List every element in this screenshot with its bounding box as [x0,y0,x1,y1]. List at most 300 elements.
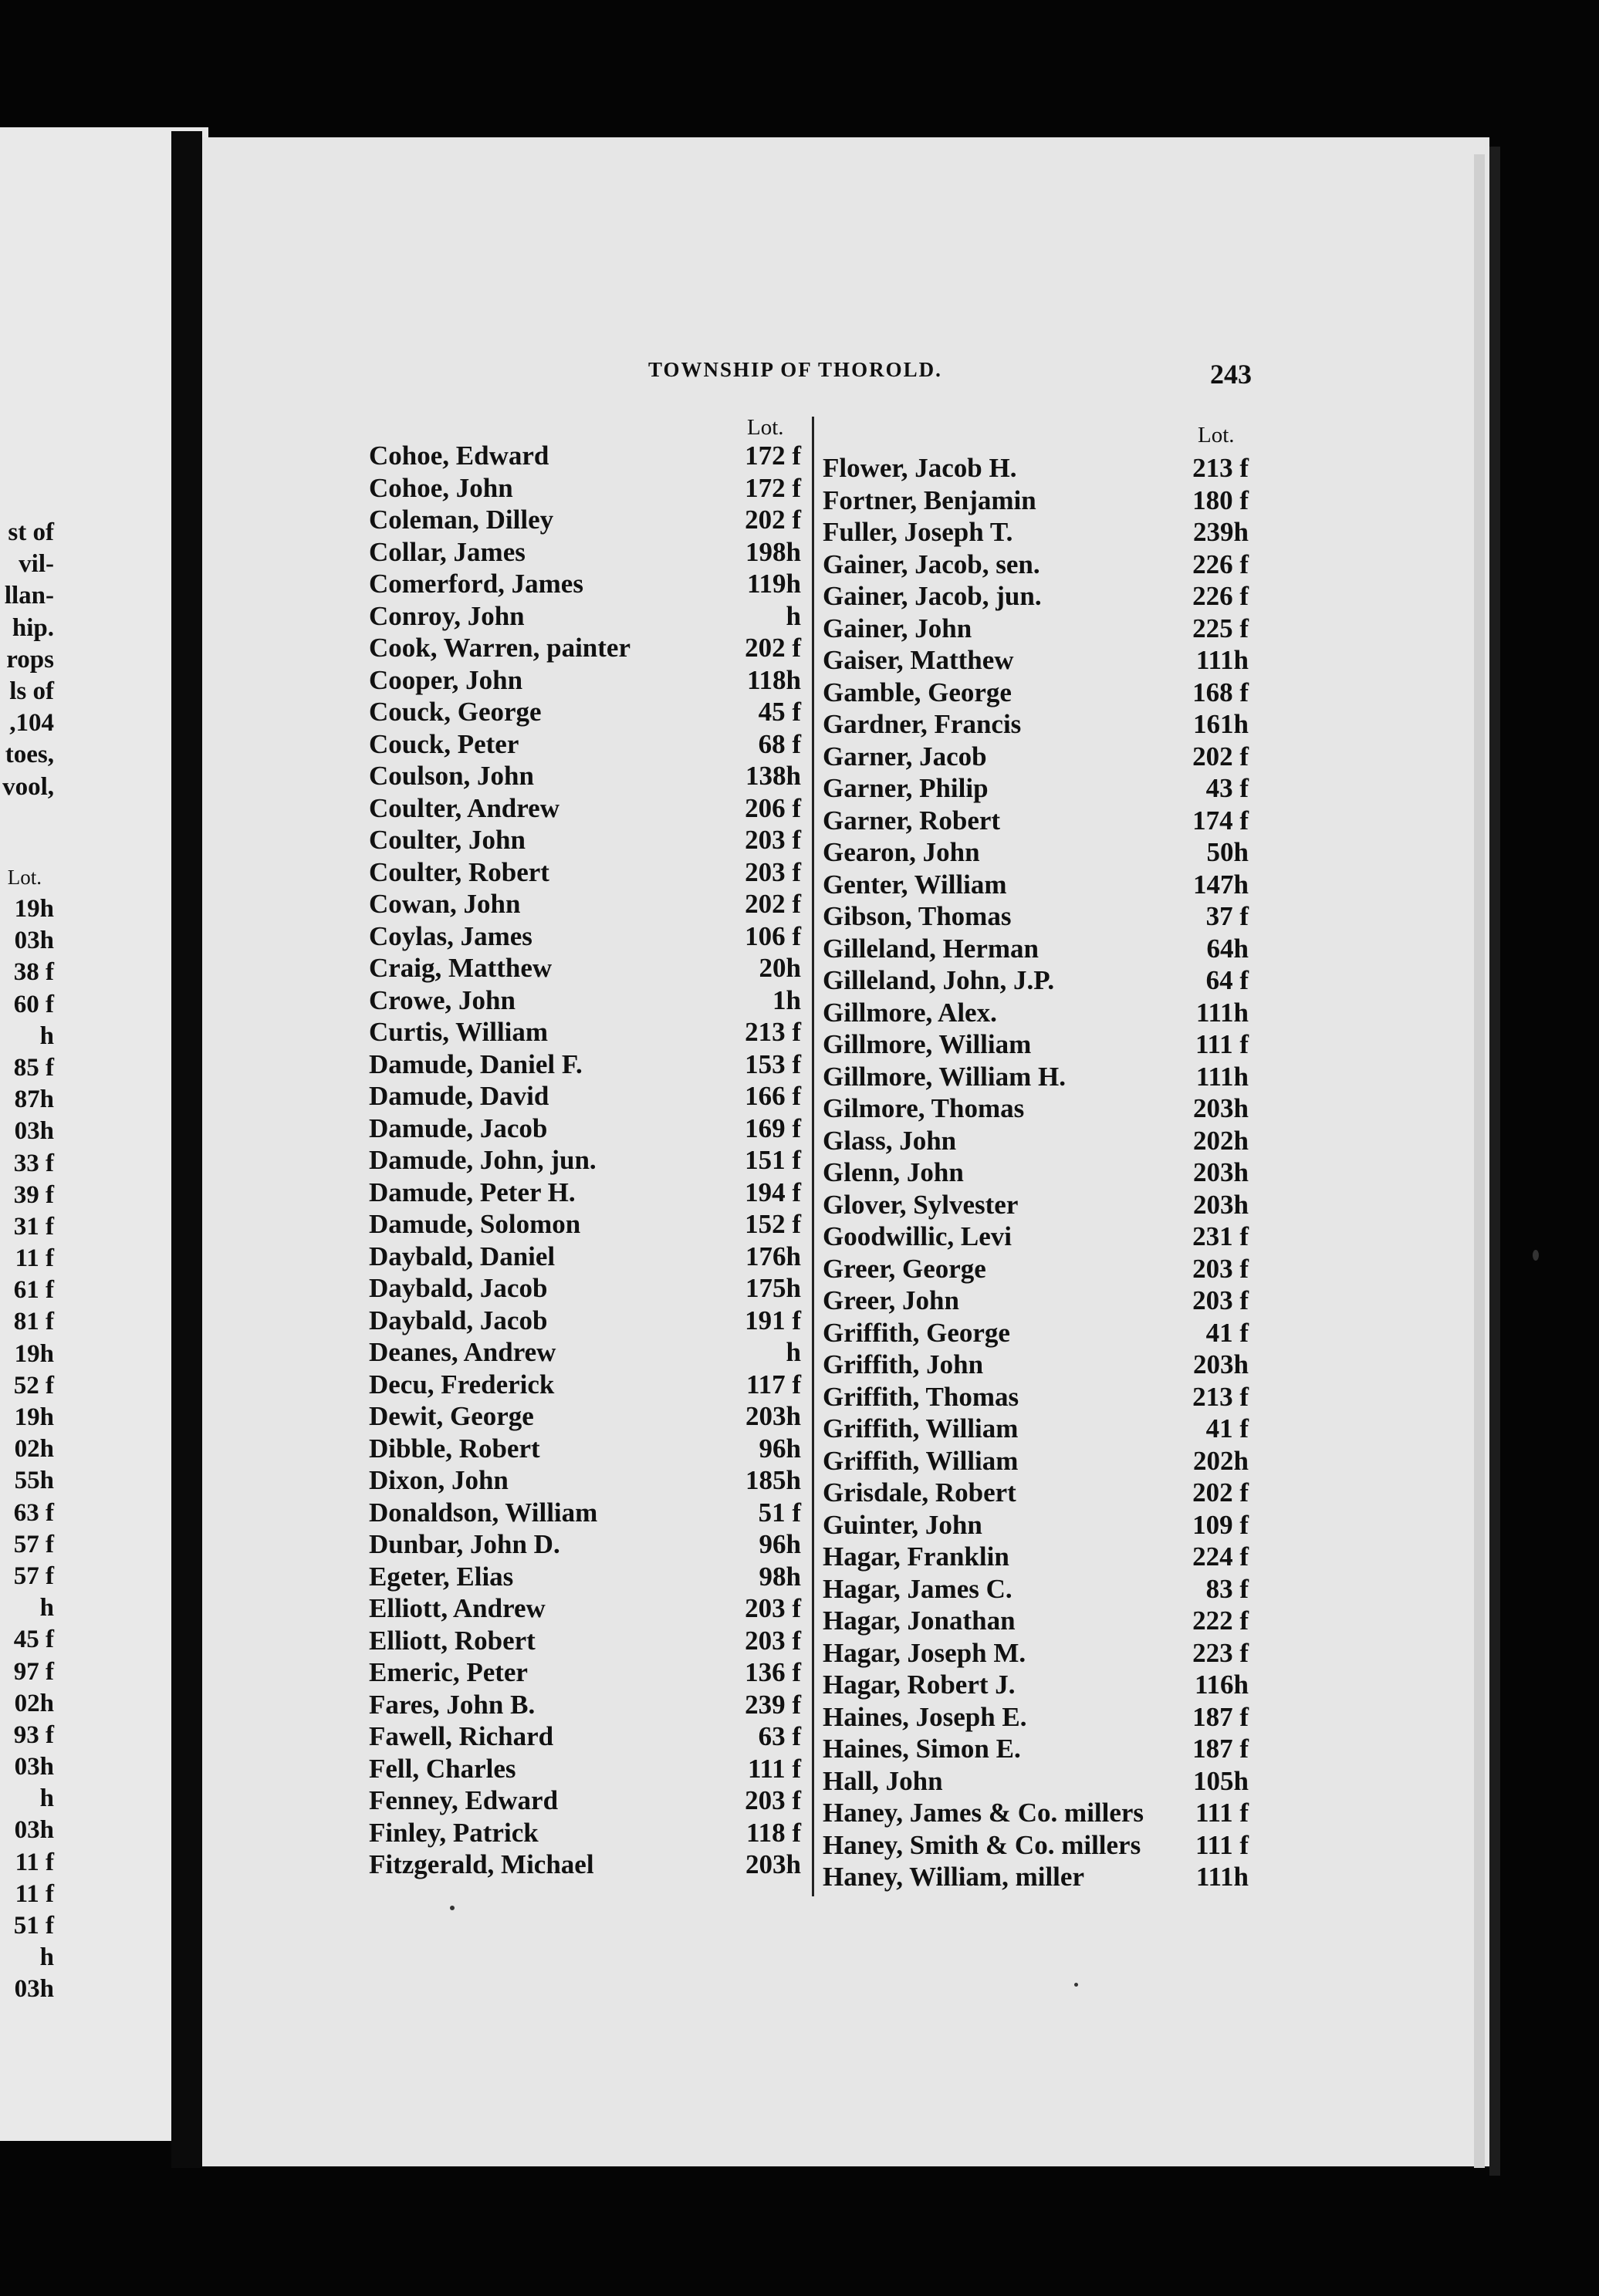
page-edge-light [1474,154,1485,2168]
list-item [369,1080,801,1113]
list-item [823,677,1249,709]
resident-name: Gibson, Thomas [823,901,1012,931]
list-item [823,900,1249,933]
resident-name: Gilleland, Herman [823,933,1039,964]
lot-number: 111 f [1195,1029,1249,1059]
resident-name: Gilleland, John, J.P. [823,965,1055,995]
list-item [369,504,801,536]
lot-number: 203 f [745,825,801,855]
resident-name: Griffith, William [823,1413,1019,1443]
lot-number: 172 f [745,472,801,503]
previous-page-lot-fragments [0,893,54,2006]
resident-name: Fuller, Joseph T. [823,517,1013,547]
resident-name: Coulson, John [369,761,534,791]
lot-number: 172 f [745,441,801,471]
list-item [369,472,801,505]
lot-number: 50h [1206,837,1249,867]
list-item [823,1797,1249,1829]
resident-name: Deanes, Andrew [369,1337,556,1367]
list-item [823,1125,1249,1157]
resident-name: Grisdale, Robert [823,1477,1016,1508]
lot-number: 202 f [745,633,801,663]
list-item [369,440,801,472]
list-item [369,1720,801,1753]
lot-number: 213 f [1192,453,1249,483]
text-fragment: 02h [14,1435,54,1464]
list-item [369,1528,801,1561]
resident-name: Fitzgerald, Michael [369,1849,594,1879]
list-item [823,1061,1249,1093]
text-fragment: llan- [4,582,54,610]
lot-number: 111 f [1195,1798,1249,1828]
list-item [823,485,1249,517]
resident-name: Comerford, James [369,569,583,599]
column-divider [812,417,814,1896]
resident-name: Coulter, Robert [369,856,549,887]
lot-number: 96h [759,1529,801,1559]
list-item [823,1573,1249,1606]
print-speck [1533,1250,1539,1261]
resident-name: Hagar, Jonathan [823,1606,1016,1636]
resident-name: Haines, Simon E. [823,1734,1021,1764]
lot-number: 43 f [1205,773,1249,803]
resident-name: Greer, John [823,1285,959,1315]
list-item [823,1285,1249,1317]
lot-number: 194 f [745,1177,801,1207]
lot-number: 168 f [1192,677,1249,707]
list-item [823,1092,1249,1125]
list-item [369,1272,801,1305]
resident-name: Dewit, George [369,1401,534,1431]
list-item [369,760,801,792]
resident-name: Daybald, Daniel [369,1241,556,1271]
lot-number: 64 f [1205,965,1249,995]
list-item [823,1028,1249,1061]
list-item [823,1669,1249,1701]
resident-name: Griffith, George [823,1317,1010,1348]
list-item [369,1048,801,1081]
resident-name: Greer, George [823,1253,986,1284]
lot-number: 223 f [1192,1637,1249,1668]
resident-name: Haney, William, miller [823,1862,1084,1892]
lot-number: 231 f [1192,1221,1249,1251]
resident-name: Couck, George [369,697,542,727]
lot-number: 37 f [1205,901,1249,931]
list-item [369,1497,801,1529]
text-fragment: h [39,1594,54,1622]
resident-name: Gainer, Jacob, sen. [823,549,1040,579]
lot-number: 198h [745,536,801,567]
print-speck [450,1906,455,1910]
lot-number: 202 f [745,505,801,535]
text-fragment: 57 f [13,1562,54,1590]
resident-name: Cohoe, Edward [369,441,549,471]
list-item [823,741,1249,773]
list-item [369,1625,801,1657]
resident-name: Griffith, William [823,1445,1019,1476]
text-fragment: 97 f [13,1657,54,1686]
list-item [823,644,1249,677]
text-fragment: h [39,1784,54,1813]
list-item [823,1477,1249,1509]
resident-name: Glass, John [823,1125,957,1156]
resident-name: Griffith, John [823,1349,984,1379]
lot-number: 106 f [745,920,801,951]
lot-number: 239 f [745,1689,801,1720]
list-item [823,1317,1249,1349]
text-fragment: 31 f [13,1212,54,1241]
resident-name: Hagar, Robert J. [823,1670,1016,1700]
list-item [369,856,801,889]
lot-number: 213 f [745,1017,801,1047]
lot-number: 225 f [1192,613,1249,643]
list-item [369,1464,801,1497]
resident-name: Haney, James & Co. millers [823,1798,1144,1828]
right-column-list [823,452,1249,1893]
lot-number: 226 f [1192,549,1249,579]
lot-number: 206 f [745,792,801,823]
list-item [369,632,801,664]
right-lot-header: Lot. [1198,423,1235,447]
lot-number: 116h [1194,1670,1249,1700]
lot-number: 118 f [746,1817,801,1848]
list-item [823,1509,1249,1541]
lot-number: 224 f [1192,1541,1249,1572]
resident-name: Fares, John B. [369,1689,536,1720]
resident-name: Cook, Warren, painter [369,633,630,663]
lot-number: 83 f [1205,1573,1249,1604]
resident-name: Gillmore, Alex. [823,997,997,1028]
list-item [823,516,1249,549]
list-item [369,728,801,761]
list-item [823,772,1249,805]
list-item [369,1561,801,1593]
left-column-list [369,440,801,1881]
list-item [823,1189,1249,1221]
lot-number: 68 f [758,728,801,759]
text-fragment: 39 f [13,1180,54,1209]
resident-name: Egeter, Elias [369,1561,514,1592]
resident-name: Goodwillic, Levi [823,1221,1012,1251]
lot-number: 191 f [745,1305,801,1335]
lot-number: 187 f [1192,1734,1249,1764]
lot-number: 153 f [745,1048,801,1079]
list-item [823,549,1249,581]
list-item [369,664,801,697]
lot-number: 41 f [1205,1317,1249,1348]
list-item [369,1592,801,1625]
resident-name: Hagar, Joseph M. [823,1637,1026,1668]
resident-name: Gearon, John [823,837,980,867]
lot-number: 96h [759,1433,801,1464]
list-item [823,580,1249,613]
resident-name: Couck, Peter [369,728,519,759]
lot-number: 203 f [745,1625,801,1656]
list-item [369,984,801,1017]
text-fragment: 87h [14,1086,54,1114]
list-item [823,964,1249,997]
text-fragment: 19h [14,1339,54,1368]
list-item [823,1637,1249,1670]
resident-name: Damude, Peter H. [369,1177,576,1207]
resident-name: Fortner, Benjamin [823,485,1036,515]
resident-name: Emeric, Peter [369,1657,528,1687]
text-fragment: ls of [9,677,54,705]
list-item [369,1369,801,1401]
lot-number: 118h [746,664,801,695]
text-fragment: 02h [14,1689,54,1717]
resident-name: Craig, Matthew [369,953,553,983]
lot-number: 111 f [747,1753,801,1784]
resident-name: Damude, Solomon [369,1209,581,1239]
list-item [369,1208,801,1241]
list-item [369,1689,801,1721]
resident-name: Gainer, John [823,613,972,643]
text-fragment: 03h [14,1753,54,1781]
resident-name: Glenn, John [823,1157,964,1187]
resident-name: Fawell, Richard [369,1721,554,1751]
lot-number: 138h [745,761,801,791]
text-fragment: 63 f [13,1498,54,1527]
list-item [823,1541,1249,1573]
resident-name: Cohoe, John [369,472,513,503]
text-fragment: 03h [14,1816,54,1845]
resident-name: Gardner, Francis [823,709,1022,739]
resident-name: Daybald, Jacob [369,1305,548,1335]
lot-number: 213 f [1192,1381,1249,1412]
lot-number: 45 f [758,697,801,727]
list-item [823,1861,1249,1893]
list-item [823,805,1249,837]
list-item [369,824,801,856]
resident-name: Garner, Jacob [823,741,987,772]
list-item [823,1829,1249,1862]
lot-number: 166 f [745,1081,801,1111]
resident-name: Crowe, John [369,984,516,1015]
text-fragment: 51 f [13,1912,54,1940]
list-item [369,536,801,569]
text-fragment: 38 f [13,958,54,987]
text-fragment: 57 f [13,1530,54,1558]
lot-number: 202h [1193,1445,1249,1476]
lot-number: 169 f [745,1113,801,1143]
text-fragment: st of [8,518,54,546]
list-item [369,792,801,825]
list-item [369,1336,801,1369]
list-item [823,452,1249,485]
resident-name: Finley, Patrick [369,1817,539,1848]
lot-number: 63 f [758,1721,801,1751]
previous-page-lot-header: Lot. [7,866,42,889]
list-item [369,600,801,633]
resident-name: Coulter, Andrew [369,792,559,823]
lot-number: h [786,600,801,631]
text-fragment: toes, [5,741,54,769]
resident-name: Hall, John [823,1765,943,1796]
text-fragment: h [39,1021,54,1050]
list-item [823,1445,1249,1477]
lot-number: 176h [745,1241,801,1271]
list-item [823,933,1249,965]
list-item [823,836,1249,869]
resident-name: Garner, Robert [823,805,1001,836]
lot-number: 203 f [1192,1253,1249,1284]
lot-number: 1h [772,984,801,1015]
resident-name: Dibble, Robert [369,1433,540,1464]
list-item [369,568,801,600]
lot-number: 203 f [745,1785,801,1815]
text-fragment: 61 f [13,1276,54,1305]
lot-number: 111h [1195,645,1249,675]
lot-number: 202 f [1192,741,1249,772]
lot-number: 203 f [745,1593,801,1623]
resident-name: Daybald, Jacob [369,1273,548,1303]
lot-number: 152 f [745,1209,801,1239]
resident-name: Haney, Smith & Co. millers [823,1829,1141,1860]
list-item [369,1784,801,1817]
lot-number: 222 f [1192,1606,1249,1636]
text-fragment: 11 f [15,1879,54,1908]
text-fragment: 33 f [13,1149,54,1177]
lot-number: 185h [745,1465,801,1495]
lot-number: 203 f [1192,1285,1249,1315]
lot-number: 98h [759,1561,801,1592]
running-title: TOWNSHIP OF THOROLD. [648,358,942,381]
text-fragment: 03h [14,1975,54,2004]
list-item [823,869,1249,901]
lot-number: 117 f [746,1369,801,1400]
list-item [823,1605,1249,1637]
list-item [823,708,1249,741]
text-fragment: vil- [19,550,54,579]
list-item [823,1733,1249,1765]
lot-number: 203h [1193,1349,1249,1379]
list-item [369,1177,801,1209]
lot-number: 174 f [1192,805,1249,836]
lot-number: 64h [1206,933,1249,964]
text-fragment: 81 f [13,1308,54,1336]
resident-name: Dixon, John [369,1465,509,1495]
text-fragment: rops [6,645,54,674]
text-fragment: 11 f [15,1244,54,1273]
resident-name: Curtis, William [369,1017,549,1047]
resident-name: Gamble, George [823,677,1012,707]
lot-number: 175h [745,1273,801,1303]
lot-number: 203h [1193,1189,1249,1220]
resident-name: Damude, David [369,1081,549,1111]
lot-number: 202 f [1192,1477,1249,1508]
left-lot-header: Lot. [747,415,784,440]
resident-name: Damude, Daniel F. [369,1048,583,1079]
list-item [369,1656,801,1689]
lot-number: 187 f [1192,1701,1249,1732]
resident-name: Elliott, Andrew [369,1593,546,1623]
resident-name: Hagar, Franklin [823,1541,1009,1572]
resident-name: Flower, Jacob H. [823,453,1017,483]
resident-name: Coylas, James [369,920,532,951]
lot-number: 203 f [745,856,801,887]
list-item [369,1016,801,1048]
lot-number: 202 f [745,889,801,919]
list-item [369,1433,801,1465]
resident-name: Coulter, John [369,825,526,855]
lot-number: 105h [1193,1765,1249,1796]
resident-name: Garner, Philip [823,773,989,803]
list-item [823,1221,1249,1253]
page-edge-shadow [1489,147,1500,2176]
lot-number: 147h [1193,869,1249,900]
text-fragment: 11 f [15,1848,54,1876]
list-item [369,1113,801,1145]
resident-name: Gaiser, Matthew [823,645,1014,675]
lot-number: 161h [1193,709,1249,739]
lot-number: 41 f [1205,1413,1249,1443]
list-item [369,1305,801,1337]
text-fragment: 52 f [13,1371,54,1400]
lot-number: 111h [1195,997,1249,1028]
lot-number: 111h [1195,1862,1249,1892]
resident-name: Decu, Frederick [369,1369,555,1400]
lot-number: 136 f [745,1657,801,1687]
text-fragment: 45 f [13,1626,54,1654]
list-item [823,1349,1249,1381]
lot-number: 51 f [758,1497,801,1528]
list-item [823,1701,1249,1734]
lot-number: 180 f [1192,485,1249,515]
lot-number: 239h [1193,517,1249,547]
print-speck [1074,1983,1078,1987]
resident-name: Damude, Jacob [369,1113,548,1143]
lot-number: 226 f [1192,581,1249,611]
resident-name: Cooper, John [369,664,523,695]
text-fragment: vool, [2,772,54,801]
lot-number: 119h [746,569,801,599]
lot-number: 203h [1193,1157,1249,1187]
text-fragment: hip. [12,613,54,642]
page-number: 243 [1210,359,1252,390]
list-item [823,997,1249,1029]
text-fragment: h [39,1943,54,1972]
lot-number: h [786,1337,801,1367]
lot-number: 202h [1193,1125,1249,1156]
text-fragment: 55h [14,1467,54,1495]
text-fragment: 60 f [13,990,54,1018]
text-fragment: 03h [14,927,54,955]
resident-name: Damude, John, jun. [369,1145,597,1175]
list-item [369,1753,801,1785]
previous-page-text-fragments [0,517,54,803]
list-item [823,1765,1249,1798]
resident-name: Dunbar, John D. [369,1529,560,1559]
resident-name: Coleman, Dilley [369,505,554,535]
list-item [823,1381,1249,1413]
list-item [369,1817,801,1849]
resident-name: Elliott, Robert [369,1625,536,1656]
resident-name: Gillmore, William [823,1029,1032,1059]
resident-name: Gainer, Jacob, jun. [823,581,1042,611]
resident-name: Collar, James [369,536,526,567]
resident-name: Genter, William [823,869,1007,900]
text-fragment: 03h [14,1117,54,1146]
resident-name: Haines, Joseph E. [823,1701,1027,1732]
text-fragment: 85 f [13,1053,54,1082]
resident-name: Glover, Sylvester [823,1189,1019,1220]
lot-number: 109 f [1192,1509,1249,1540]
list-item [823,1253,1249,1285]
list-item [369,920,801,953]
list-item [369,1400,801,1433]
list-item [369,952,801,984]
